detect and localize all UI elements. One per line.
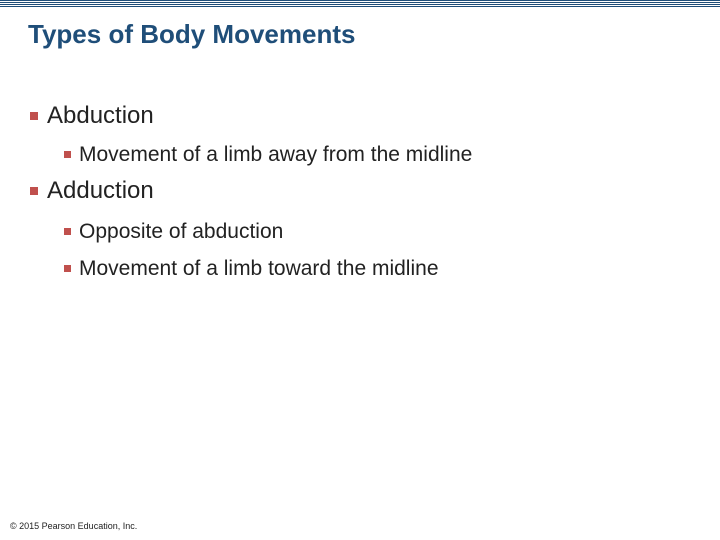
bullet-adduction — [30, 177, 154, 205]
square-bullet-icon — [30, 112, 38, 120]
slide-title: Types of Body Movements — [28, 19, 356, 49]
square-bullet-icon — [30, 187, 38, 195]
sub-bullet-adduction-definition — [64, 257, 439, 281]
sub-bullet-adduction-opposite — [64, 220, 283, 244]
bullet-text: Adduction — [47, 177, 154, 204]
copyright-footer: © 2015 Pearson Education, Inc. — [10, 521, 138, 531]
sub-bullet-abduction-definition — [64, 143, 472, 167]
sub-bullet-text: Movement of a limb away from the midline — [79, 143, 473, 166]
square-bullet-icon — [64, 265, 71, 272]
header-rule — [0, 0, 720, 8]
bullet-abduction — [30, 102, 154, 130]
sub-bullet-text: Movement of a limb toward the midline — [79, 257, 439, 280]
sub-bullet-text: Opposite of abduction — [79, 220, 284, 243]
square-bullet-icon — [64, 228, 71, 235]
square-bullet-icon — [64, 151, 71, 158]
bullet-text: Abduction — [47, 102, 154, 129]
